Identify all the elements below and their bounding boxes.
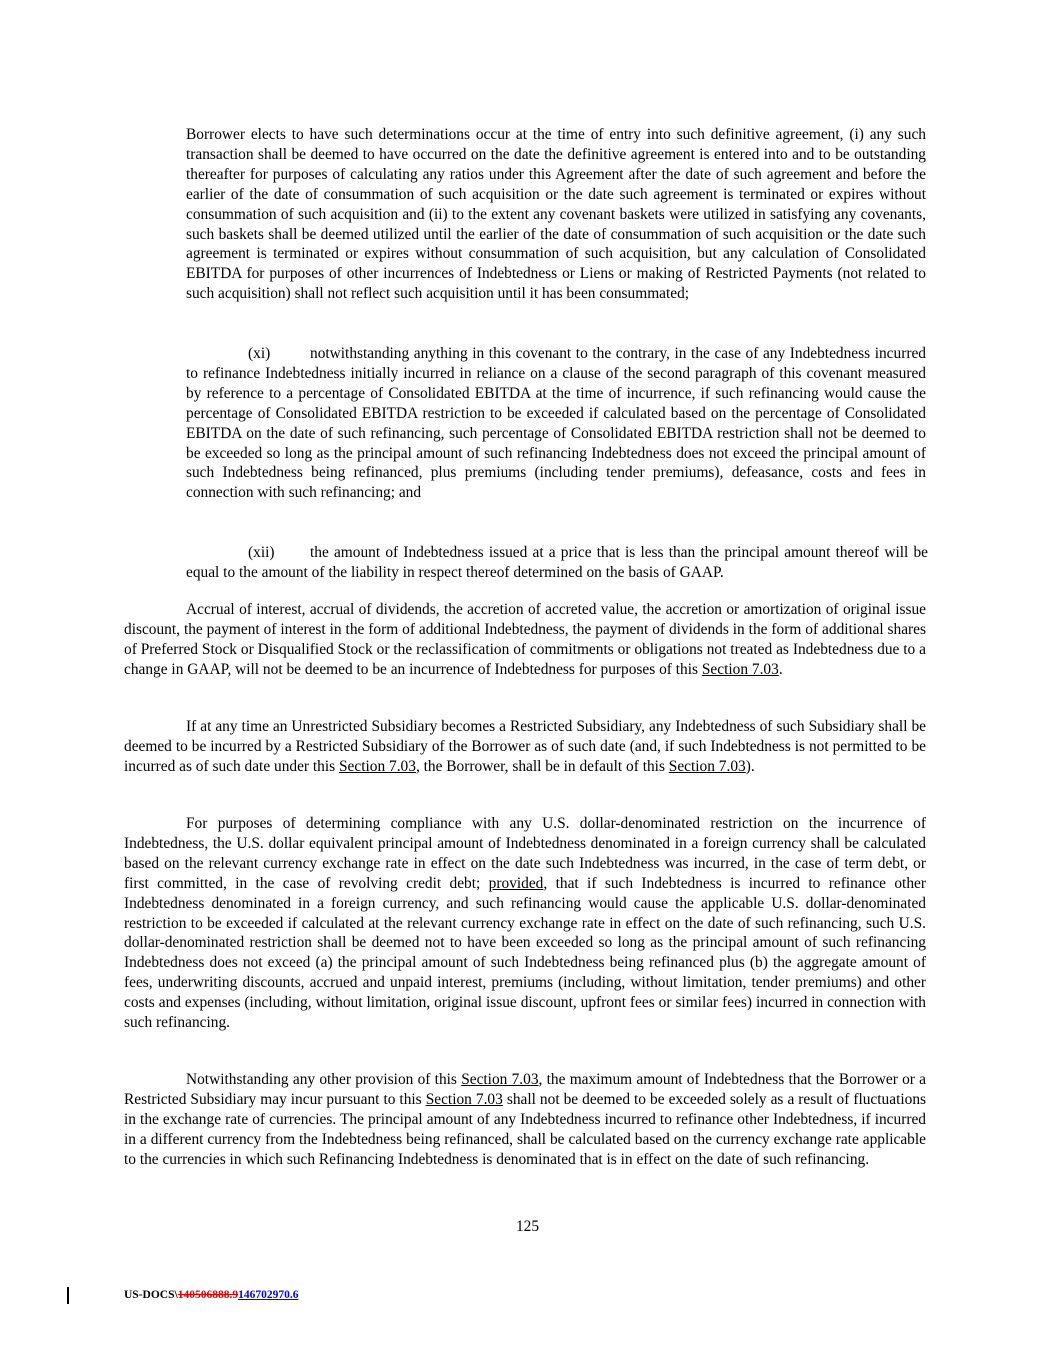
clause-text: the amount of Indebtedness issued at a price that is less than the principal amount thereof will be equal to the amount of the liability in respect thereof determined on the basis of GAAP. — [186, 544, 928, 581]
section-reference: Section 7.03 — [701, 660, 779, 678]
doc-id-deleted: 140506888.9 — [177, 1289, 239, 1301]
paragraph-text: Notwithstanding any other provision of this — [186, 1071, 462, 1088]
paragraph-text: Borrower elects to have such determinations occur at the time of entry into such definitive agreement, (i) any such transaction shall be deemed to have occurred on the date the definitive agreement is entered into and to be outstanding thereafter for purposes of calculating any ratios under this Agreement after the date of such agreement and before the earlier of the date of consummation of such acquisition or the date such agreement is terminated or expires without consummation of such acquisition and (ii) to the extent any covenant baskets were utilized in satisfying any covenants, such baskets shall be deemed utilized until the earlier of the date of consummation of such acquisition or the date such agreement is terminated or expires without consummation of such acquisition, but any calculation of Consolidated EBITDA for purposes of other incurrences of Indebtedness or Liens or making of Restricted Payments (not related to such acquisition) shall not reflect such acquisition until it has been consummated; — [186, 126, 926, 303]
section-reference: Section 7.03 — [425, 1090, 503, 1108]
paragraph-exchange-rate — [124, 1070, 926, 1170]
paragraph-text: . — [778, 660, 783, 678]
paragraph-text: , the maximum amount of Indebtedness that the Borrower or a Restricted Subsidiary may incur pursuant to this — [124, 1071, 927, 1108]
section-reference: Section 7.03 — [461, 1071, 539, 1088]
provided-term: provided — [488, 874, 544, 892]
section-reference: Section 7.03 — [338, 757, 416, 775]
clause-xi — [186, 344, 926, 503]
paragraph-accrual — [124, 600, 926, 680]
section-reference: Section 7.03 — [668, 757, 746, 775]
document-id-footer — [124, 1289, 298, 1301]
paragraph-text: shall not be deemed to be exceeded solely as a result of fluctuations in the exchange rate of currencies. The principal amount of any Indebtedness incurred to refinance other Indebtedness, if incurred in a different currency from the Indebtedness being refinanced, shall be calculated based on the currency exchange rate applicable to the currencies in which such Refinancing Indebtedness is denominated that is in effect on the date of such refinancing. — [124, 1090, 926, 1168]
clause-text: notwithstanding anything in this covenant to the contrary, in the case of any Indebtedness incurred to refinance Indebtedness initially incurred in reliance on a clause of the second paragraph of this covenant measured by reference to a percentage of Consolidated EBITDA at the time of incurrence, if such refinancing would cause the percentage of Consolidated EBITDA restriction to be exceeded if calculated based on the percentage of Consolidated EBITDA on the date of such refinancing, such percentage of Consolidated EBITDA restriction shall not be deemed to be exceeded so long as the principal amount of such refinancing Indebtedness does not exceed the principal amount of such Indebtedness being refinanced, plus premiums (including tender premiums), defeasance, costs and fees in connection with such refinancing; and — [186, 345, 926, 502]
paragraph-unrestricted-subsidiary — [124, 717, 926, 777]
change-bar — [67, 1287, 69, 1304]
paragraph-text: Accrual of interest, accrual of dividends, the accretion of accreted value, the accretion or amortization of original issue discount, the payment of interest in the form of additional Indebtedness, the payment of dividends in the form of additional shares of Preferred Stock or Disqualified Stock or the reclassification of commitments or obligations not treated as Indebtedness due to a change in GAAP, will not be deemed to be an incurrence of Indebtedness for purposes of this — [124, 601, 926, 678]
clause-xii — [186, 543, 928, 583]
paragraph-currency-compliance — [124, 814, 926, 1033]
page-number: 125 — [515, 1218, 540, 1235]
doc-id-inserted: 146702970.6 — [238, 1289, 299, 1301]
paragraph-text: For purposes of determining compliance with any U.S. dollar-denominated restriction on the incurrence of Indebtedness, the U.S. dollar equivalent principal amount of Indebtedness denominated in a foreign currency shall be calculated based on the relevant currency exchange rate in effect on the date such Indebtedness was incurred, in the case of term debt, or first committed, in the case of revolving credit debt; — [124, 815, 926, 892]
paragraph-text: ). — [745, 757, 755, 775]
paragraph-text: , that if such Indebtedness is incurred to refinance other Indebtedness denominated in a foreign currency, and such refinancing would cause the applicable U.S. dollar-denominated restriction to be exceeded if calculated at the relevant currency exchange rate in effect on the date of such refinancing, such U.S. dollar-denominated restriction shall be deemed not to have been exceeded so long as the principal amount of such refinancing Indebtedness does not exceed (a) the principal amount of such Indebtedness being refinanced plus (b) the aggregate amount of fees, underwriting discounts, accrued and unpaid interest, premiums (including, without limitation, tender premiums) and other costs and expenses (including, without limitation, original issue discount, upfront fees or similar fees) incurred in connection with such refinancing. — [124, 874, 926, 1032]
paragraph-text: , the Borrower, shall be in default of this — [415, 757, 669, 775]
clause-number: (xi) — [248, 345, 271, 362]
clause-number: (xii) — [248, 544, 275, 561]
paragraph-text: If at any time an Unrestricted Subsidiary becomes a Restricted Subsidiary, any Indebtedness of such Subsidiary shall be deemed to be incurred by a Restricted Subsidiary of the Borrower as of such date (and, if such Indebtedness is not permitted to be incurred as of such date under this — [124, 718, 926, 775]
doc-id-prefix: US-DOCS\ — [124, 1289, 178, 1301]
paragraph-continuation — [186, 125, 926, 304]
